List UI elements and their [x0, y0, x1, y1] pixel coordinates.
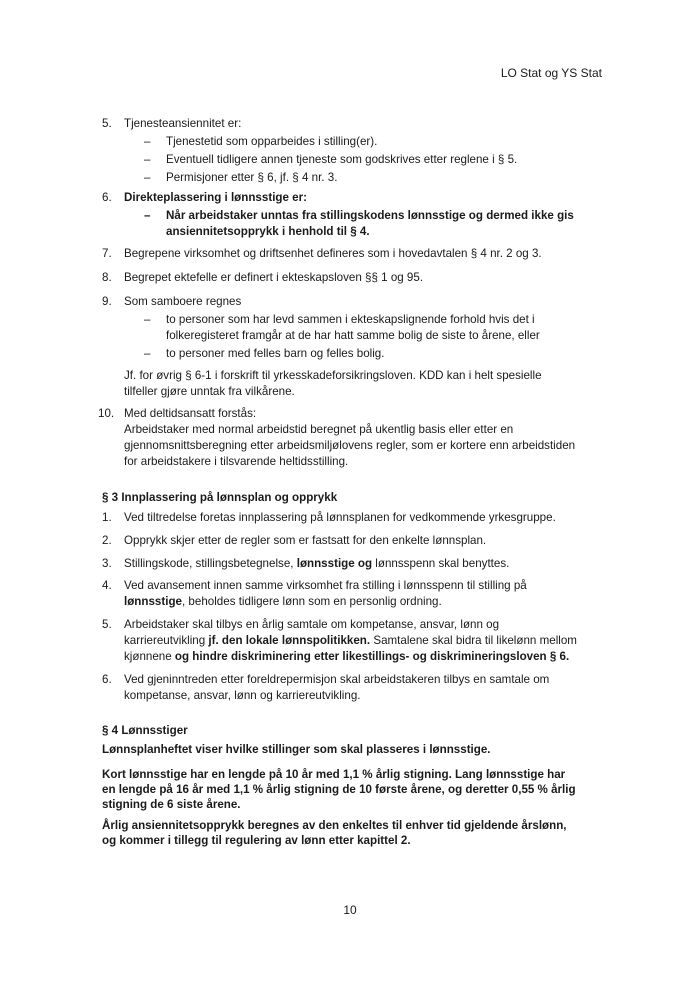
item-number: 6.	[102, 673, 112, 686]
item-text: Opprykk skjer etter de regler som er fastsatt for den enkelte lønnsplan.	[124, 534, 487, 547]
sub-item-text: Permisjoner etter § 6, jf. § 4 nr. 3.	[166, 171, 338, 184]
item-text: Arbeidstaker skal tilbys en årlig samtale om kompetanse, ansvar, lønn og	[124, 618, 500, 631]
paragraph-line: for arbeidstakere i tilsvarende heltidsstilling.	[124, 455, 349, 468]
text-span: , beholdes tidligere lønn som en personlig ordning.	[181, 595, 442, 608]
bold-span: og hindre diskriminering etter likestillings- og diskrimineringsloven § 6.	[174, 650, 570, 663]
text-span: karriereutvikling	[124, 634, 209, 647]
paragraph-line: Jf. for øvrig § 6-1 i forskrift til yrkesskadeforsikringsloven. KDD kan i helt spesielle	[124, 369, 542, 382]
dash-bullet: –	[144, 135, 151, 148]
dash-bullet: –	[144, 153, 151, 166]
page-number: 10	[343, 903, 357, 917]
bold-paragraph: Årlig ansiennitetsopprykk beregnes av den enkeltes til enhver tid gjeldende årslønn,	[102, 819, 567, 832]
text-span: Stillingskode, stillingsbetegnelse,	[124, 557, 297, 570]
item-text: Ved gjeninntreden etter foreldrepermisjon skal arbeidstakeren tilbys en samtale om	[124, 673, 550, 686]
paragraph-line: tilfeller gjøre unntak fra vilkårene.	[124, 385, 295, 398]
item-text: Begrepene virksomhet og driftsenhet defineres som i hovedavtalen § 4 nr. 2 og 3.	[124, 247, 542, 260]
sub-item-text: Eventuell tidligere annen tjeneste som godskrives etter reglene i § 5.	[166, 153, 518, 166]
sub-item-text: folkeregisteret framgår at de har hatt samme bolig de siste to årene, eller	[166, 329, 540, 342]
sub-item-text: Tjenestetid som opparbeides i stilling(er).	[166, 135, 378, 148]
item-number: 2.	[102, 534, 112, 547]
item-number: 3.	[102, 557, 112, 570]
bold-span: jf. den lokale lønnspolitikken.	[208, 634, 371, 647]
item-number: 4.	[102, 579, 112, 592]
item-number: 7.	[102, 247, 112, 260]
item-text	[124, 633, 604, 649]
text-span: Samtalene skal bidra til likelønn mellom	[370, 634, 577, 647]
item-text	[124, 594, 604, 610]
item-text: Tjenesteansiennitet er:	[124, 117, 242, 130]
bold-span: lønnsstige	[124, 595, 182, 608]
item-text: Med deltidsansatt forstås:	[124, 407, 257, 420]
item-number: 5.	[102, 618, 112, 631]
bold-paragraph: og kommer i tillegg til regulering av lønn etter kapittel 2.	[102, 834, 411, 847]
paragraph-line: gjennomsnittsberegning etter arbeidsmiljølovens regler, som er kortere enn arbeidstiden	[124, 439, 576, 452]
bold-span: lønnsstige og	[296, 557, 373, 570]
dash-bullet: –	[144, 209, 151, 222]
item-number: 10.	[98, 407, 115, 420]
item-text: kompetanse, ansvar, lønn og karriereutvikling.	[124, 689, 361, 702]
dash-bullet: –	[144, 171, 151, 184]
item-number: 5.	[102, 117, 112, 130]
bold-paragraph: stigning de 6 siste årene.	[102, 798, 241, 811]
section-heading: § 3 Innplassering på lønnsplan og opprykk	[102, 491, 338, 504]
section-heading: § 4 Lønnsstiger	[102, 724, 188, 737]
sub-item-text: to personer med felles barn og felles bolig.	[166, 347, 385, 360]
item-text	[124, 556, 604, 572]
paragraph-line: Arbeidstaker med normal arbeidstid beregnet på ukentlig basis eller etter en	[124, 423, 514, 436]
bold-paragraph: Kort lønnsstige har en lengde på 10 år med 1,1 % årlig stigning. Lang lønnsstige har	[102, 768, 566, 781]
dash-bullet: –	[144, 313, 151, 326]
item-number: 9.	[102, 295, 112, 308]
item-text: Direkteplassering i lønnsstige er:	[124, 191, 307, 204]
text-span: kjønnene	[124, 650, 175, 663]
sub-item-text: to personer som har levd sammen i ekteskapslignende forhold hvis det i	[166, 313, 535, 326]
item-text: Ved tiltredelse foretas innplassering på lønnsplanen for vedkommende yrkesgruppe.	[124, 511, 556, 524]
bold-paragraph: en lengde på 16 år med 1,1 % årlig stigning de 10 første årene, og deretter 0,55 % årlig	[102, 783, 576, 796]
bold-paragraph: Lønnsplanheftet viser hvilke stillinger som skal plasseres i lønnsstige.	[102, 743, 491, 756]
text-span: lønnsspenn skal benyttes.	[372, 557, 510, 570]
item-text	[124, 649, 604, 665]
item-text: Som samboere regnes	[124, 295, 242, 308]
item-text: Begrepet ektefelle er definert i ekteskapsloven §§ 1 og 95.	[124, 271, 424, 284]
item-number: 1.	[102, 511, 112, 524]
sub-item-text: Når arbeidstaker unntas fra stillingskodens lønnsstige og dermed ikke gis	[166, 209, 574, 222]
dash-bullet: –	[144, 347, 151, 360]
item-text: Ved avansement innen samme virksomhet fra stilling i lønnsspenn til stilling på	[124, 579, 527, 592]
document-header: LO Stat og YS Stat	[500, 66, 602, 80]
sub-item-text: ansiennitetsopprykk i henhold til § 4.	[166, 225, 370, 238]
item-number: 6.	[102, 191, 112, 204]
item-number: 8.	[102, 271, 112, 284]
